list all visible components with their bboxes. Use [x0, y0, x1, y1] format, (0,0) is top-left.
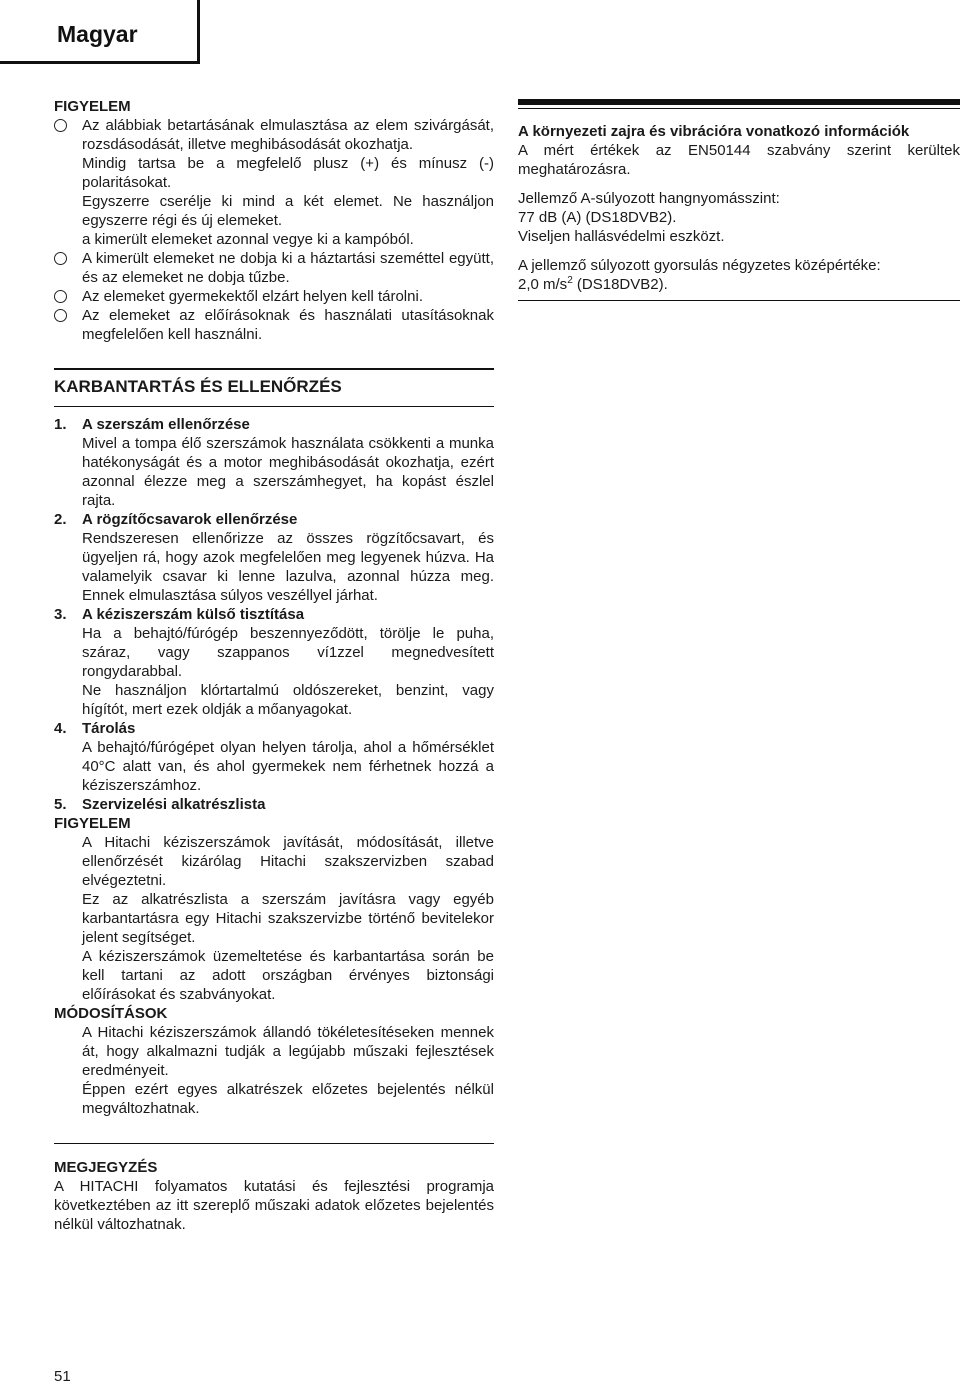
warning-text: Mindig tartsa be a megfelelő plusz (+) és mínusz (-) polaritásokat.	[82, 155, 494, 191]
language-label: Magyar	[57, 21, 138, 47]
warning-title: FIGYELEM	[54, 98, 131, 115]
value-text: 2,0 m/s	[518, 276, 568, 293]
maintenance-item	[54, 510, 494, 605]
item-number: 4.	[54, 720, 67, 737]
maintenance-title: KARBANTARTÁS ÉS ELLENŐRZÉS	[54, 377, 342, 396]
env-text: Jellemző A-súlyozott hangnyomásszint:	[518, 190, 780, 207]
parts-warning-title: FIGYELEM	[54, 815, 131, 832]
warning-item	[54, 287, 494, 306]
circle-bullet-icon	[54, 309, 67, 322]
warning-text: Az alábbiak betartásának elmulasztása az elem szivárgását, rozsdásodását, illetve meghibásodását okozhatja.	[82, 117, 494, 153]
value-text: (DS18DVB2).	[572, 276, 668, 293]
item-text: Ne használjon klórtartalmú oldószereket, benzint, vagy hígítót, mert ezek oldják a mőanyagokat.	[82, 682, 494, 718]
parts-text: Ez az alkatrészlista a szerszám javításra vagy egyéb karbantartásra egy Hitachi szakszervizbe történő bevitelekor jelent segítséget.	[82, 891, 494, 946]
item-title: A kéziszerszám külső tisztítása	[82, 606, 305, 623]
modifications-text: Éppen ezért egyes alkatrészek előzetes bejelentés nélkül megváltozhatnak.	[82, 1081, 494, 1117]
page-number: 51	[54, 1368, 71, 1385]
left-column	[54, 97, 494, 1118]
warning-item	[54, 306, 494, 344]
note-box	[54, 1143, 494, 1234]
item-text: Ha a behajtó/fúrógép beszennyeződött, törölje le puha, száraz, vagy szappanos ví1zzel megnedvesített rongydarabbal.	[82, 625, 494, 680]
item-title: Tárolás	[82, 720, 136, 737]
warning-text: a kimerült elemeket azonnal vegye ki a kampóból.	[82, 231, 414, 248]
maintenance-item	[54, 719, 494, 795]
modifications-title: MÓDOSÍTÁSOK	[54, 1005, 168, 1022]
item-title: Szervizelési alkatrészlista	[82, 796, 266, 813]
modifications-text: A Hitachi kéziszerszámok állandó tökéletesítéseken mennek át, hogy alkalmazni tudják a legújabb műszaki fejlesztések eredményeit.	[82, 1024, 494, 1079]
item-number: 1.	[54, 416, 67, 433]
warning-text: Egyszerre cserélje ki mind a két elemet. Ne használjon egyszerre régi és új elemeket.	[82, 193, 494, 229]
item-title: A szerszám ellenőrzése	[82, 416, 250, 433]
item-text: A behajtó/fúrógépet olyan helyen tárolja, ahol a hőmérséklet 40°C alatt van, és ahol gyermekek nem férhetnek hozzá a kéziszerszámhoz.	[82, 739, 494, 794]
warning-text: A kimerült elemeket ne dobja ki a háztartási szeméttel együtt, és az elemeket ne dobja tűzbe.	[82, 250, 494, 286]
warning-item	[54, 249, 494, 287]
maintenance-item	[54, 795, 494, 814]
parts-text: A kéziszerszámok üzemeltetése és karbantartása során be kell tartani az adott országban érvényes biztonsági előírásokat és szabványokat.	[82, 948, 494, 1003]
language-tab	[0, 0, 200, 64]
item-number: 5.	[54, 796, 67, 813]
env-text: A mért értékek az EN50144 szabvány szerint kerültek meghatározásra.	[518, 142, 960, 178]
section-divider	[54, 406, 494, 407]
warning-text: Az elemeket gyermekektől elzárt helyen kell tárolni.	[82, 288, 423, 305]
maintenance-item	[54, 605, 494, 719]
env-text: A jellemző súlyozott gyorsulás négyzetes középértéke:	[518, 257, 881, 274]
note-text: A HITACHI folyamatos kutatási és fejlesztési programja következtében az itt szereplő műszaki adatok előzetes bejelentés nélkül változhatnak.	[54, 1178, 494, 1233]
env-text: 77 dB (A) (DS18DVB2).	[518, 209, 677, 226]
env-text: Viseljen hallásvédelmi eszközt.	[518, 228, 725, 245]
section-divider	[54, 368, 494, 370]
circle-bullet-icon	[54, 290, 67, 303]
note-title: MEGJEGYZÉS	[54, 1159, 158, 1176]
item-number: 2.	[54, 511, 67, 528]
parts-text: A Hitachi kéziszerszámok javítását, módosítását, illetve ellenőrzését kizárólag Hitachi szakszervizben szabad elvégeztetni.	[82, 834, 494, 889]
item-text: Rendszeresen ellenőrizze az összes rögzítőcsavart, és ügyeljen rá, hogy azok megfelelően meg legyenek húzva. Ha valamelyik csavar ki lenne lazulva, azonnal húzza meg. Ennek elmulasztása súlyos veszéllyel járhat.	[82, 530, 494, 604]
env-vibration-value	[518, 275, 960, 294]
section-divider	[54, 1143, 494, 1144]
item-text: Mivel a tompa élő szerszámok használata csökkenti a munka hatékonyságát és a motor meghibásodását okozhatja, ezért azonnal élezze meg a szerszámhegyet, ha kopást észlel rajta.	[82, 435, 494, 509]
warning-item	[54, 116, 494, 249]
section-divider	[518, 108, 960, 109]
superscript: 2	[567, 275, 573, 286]
section-divider	[518, 99, 960, 105]
circle-bullet-icon	[54, 252, 67, 265]
warning-text: Az elemeket az előírásoknak és használati utasításoknak megfelelően kell használni.	[82, 307, 494, 343]
circle-bullet-icon	[54, 119, 67, 132]
maintenance-item	[54, 415, 494, 510]
item-title: A rögzítőcsavarok ellenőrzése	[82, 511, 298, 528]
right-column	[518, 97, 960, 301]
section-divider	[518, 300, 960, 301]
item-number: 3.	[54, 606, 67, 623]
env-title: A környezeti zajra és vibrációra vonatkozó információk	[518, 123, 910, 140]
maintenance-list	[54, 415, 494, 1118]
